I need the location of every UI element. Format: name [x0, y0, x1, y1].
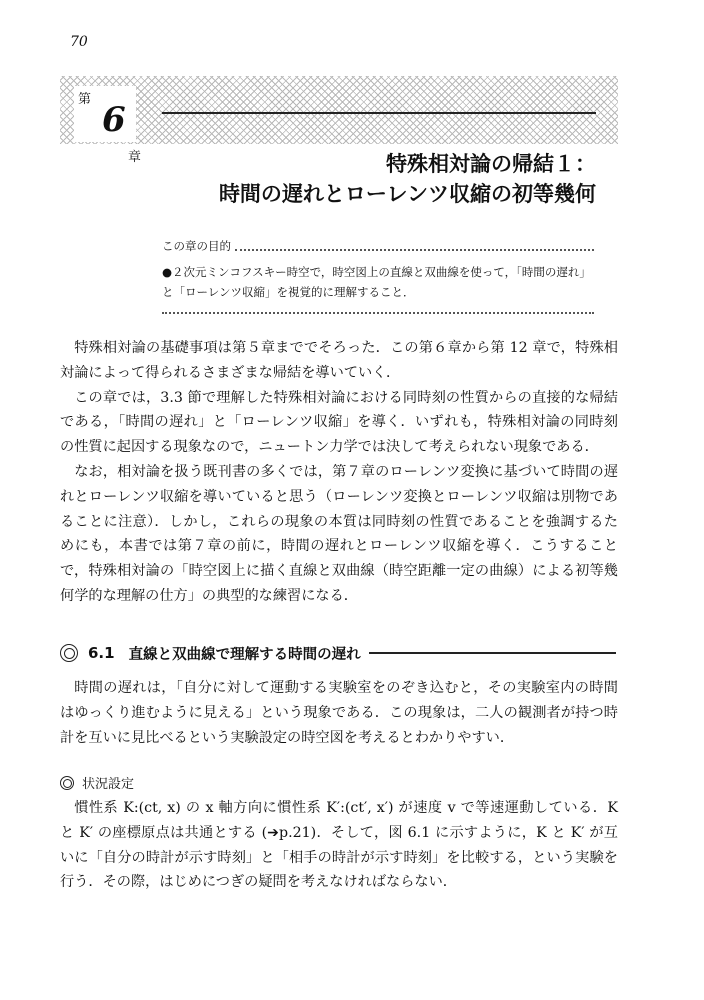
chapter-rule — [162, 112, 596, 114]
section-number: 6.1 — [88, 644, 115, 662]
section-rule — [369, 652, 616, 654]
dotted-rule-bottom — [162, 304, 594, 314]
paragraph: 特殊相対論の基礎事項は第５章まででそろった．この第６章から第 12 章で，特殊相対論によって得られるさまざまな帰結を導いていく． — [60, 340, 618, 381]
chapter-goal-box — [162, 238, 594, 314]
section-title: 直線と双曲線で理解する時間の遅れ — [128, 646, 361, 663]
subsection-heading — [60, 773, 134, 792]
section-text — [60, 676, 618, 750]
dotted-rule — [235, 241, 594, 251]
chapter-header-band — [60, 76, 618, 144]
chapter-title-line1: 特殊相対論の帰結１： — [386, 152, 596, 176]
double-circle-icon — [60, 776, 74, 790]
chapter-goal-heading: この章の目的 — [162, 239, 231, 253]
page-number: 70 — [70, 34, 88, 50]
double-circle-icon — [60, 644, 78, 662]
chapter-goal-header — [162, 238, 594, 254]
paragraph: なお，相対論を扱う既刊書の多くでは，第７章のローレンツ変換に基づいて時間の遅れとローレンツ収縮を導いていると思う（ローレンツ変換とローレンツ収縮は別物であることに注意）．しかし，これらの現象の本質は同時刻の性質であることを強調するためにも，本書では第７章の前に，時間の遅れとローレンツ収縮を導く．こうすることで，特殊相対論の「時空図上に描く直線と双曲線（時空距離一定の曲線）による初等幾何学的な理解の仕方」の典型的な練習になる． — [60, 463, 618, 604]
paragraph: この章では，3.3 節で理解した特殊相対論における同時刻の性質からの直接的な帰結である，「時間の遅れ」と「ローレンツ収縮」を導く．いずれも，特殊相対論の同時刻の性質に起因する現象なので，ニュートン力学では決して考えられない現象である． — [60, 389, 618, 456]
chapter-title-line2: 時間の遅れとローレンツ収縮の初等幾何 — [218, 182, 596, 206]
intro-text — [60, 336, 618, 609]
section-heading — [60, 642, 616, 664]
subsection-text — [60, 796, 618, 895]
chapter-prefix: 第 — [78, 92, 92, 107]
paragraph: 時間の遅れは，「自分に対して運動する実験室をのぞき込むと，その実験室内の時間はゆっくり進むように見える」という現象である．この現象は，二人の観測者が持つ時計を互いに見比べるという実験設定の時空図を考えるとわかりやすい． — [60, 680, 618, 746]
chapter-suffix: 章 — [128, 150, 142, 165]
paragraph: 慣性系 K:(ct, x) の x 軸方向に慣性系 K′:(ct′, x′) が速度 v で等速運動している．K と K′ の座標原点は共通とする (➔p.21)．そして，図 6.1 に示すように，K と K′ が互いに「自分の時計が示す時刻」と「相手の時計が示す時刻」を比較する，という実験を行う．その際，はじめにつぎの疑問を考えなければならない． — [60, 800, 619, 891]
subsection-title: 状況設定 — [82, 777, 135, 792]
chapter-number: 6 — [102, 100, 126, 140]
chapter-goal-item: ●２次元ミンコフスキー時空で，時空図上の直線と双曲線を使って，「時間の遅れ」と「ローレンツ収縮」を視覚的に理解すること． — [162, 265, 591, 299]
